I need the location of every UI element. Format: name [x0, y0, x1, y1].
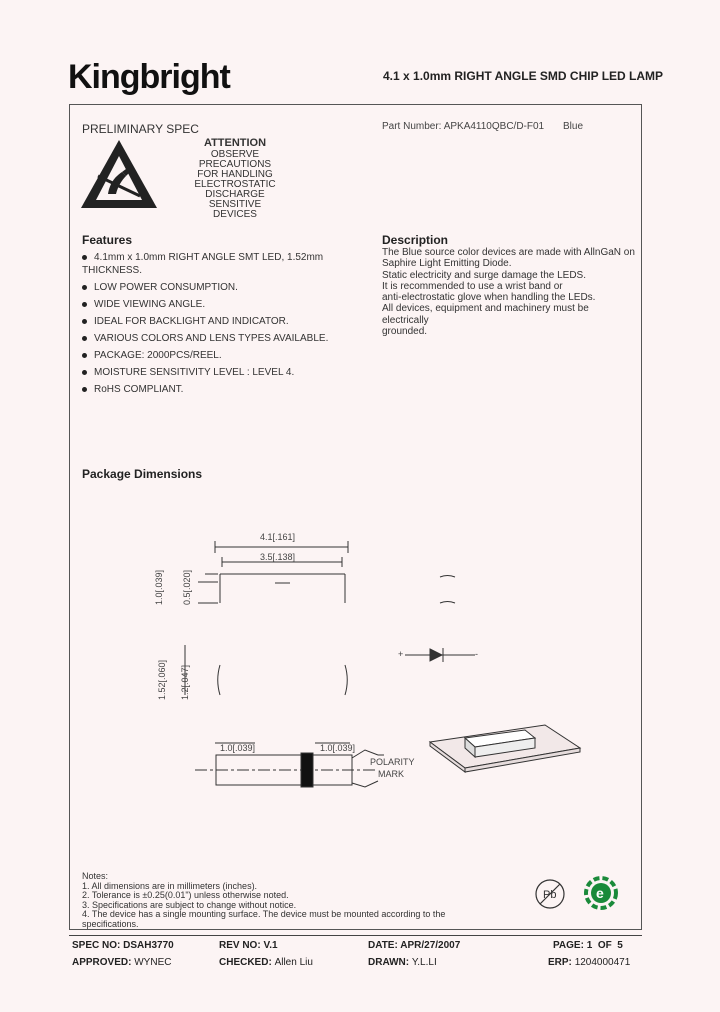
dim-h1-label: 1.0[.039] — [154, 569, 164, 605]
description-line: grounded. — [382, 326, 428, 338]
pb-free-icon — [533, 877, 567, 911]
pad-right-label: 1.0[.039] — [320, 743, 356, 753]
description-line: anti-electrostatic glove when handling the LEDs. — [382, 292, 596, 304]
note-line: 2. Tolerance is ±0.25(0.01") unless otherwise noted. — [82, 890, 289, 901]
note-line: 1. All dimensions are in millimeters (inches). — [82, 880, 258, 891]
rohs-icon-text: e — [596, 885, 604, 901]
attention-line: OBSERVE PRECAUTIONS — [198, 149, 272, 170]
description-heading: Description — [382, 233, 449, 247]
feature-item: RoHS COMPLIANT. — [82, 384, 352, 395]
description-text — [382, 247, 637, 337]
page-value: 1 OF 5 — [586, 940, 623, 951]
dim-top-label: 4.1[.161] — [260, 532, 296, 542]
rev-no-value: V.1 — [263, 940, 278, 951]
spec-no-value: DSAH3770 — [123, 940, 174, 951]
description-line: It is recommended to use a wrist band or — [382, 280, 563, 292]
note-line: 4. The device has a single mounting surface. The device must be mounted according to the specifications. — [82, 909, 446, 929]
feature-item: MOISTURE SENSITIVITY LEVEL : LEVEL 4. — [82, 367, 352, 378]
kingbright-logo: Kingbright — [68, 58, 230, 96]
polarity-label: POLARITY — [370, 757, 415, 767]
document-title: 4.1 x 1.0mm RIGHT ANGLE SMD CHIP LED LAMP — [383, 69, 664, 83]
date — [368, 940, 460, 951]
feature-item: IDEAL FOR BACKLIGHT AND INDICATOR. — [82, 316, 352, 327]
attention-block — [188, 138, 282, 220]
spec-no — [72, 940, 174, 951]
erp-value: 1204000471 — [574, 957, 631, 968]
note-line: 3. Specifications are subject to change without notice. — [82, 899, 297, 910]
checked-value: Allen Liu — [274, 957, 313, 968]
approved-value: WYNEC — [134, 957, 172, 968]
preliminary-spec-label: PRELIMINARY SPEC — [82, 122, 199, 136]
pb-icon-text: Pb — [543, 889, 557, 901]
notes-heading: Notes: — [82, 871, 109, 881]
led-3d-view — [425, 720, 585, 780]
attention-line: SENSITIVE — [208, 199, 262, 210]
attention-line: DEVICES — [213, 209, 257, 220]
feature-item: LOW POWER CONSUMPTION. — [82, 282, 352, 293]
page — [553, 940, 623, 951]
attention-line: FOR HANDLING — [197, 169, 273, 180]
rohs-icon — [582, 874, 620, 912]
feature-item: VARIOUS COLORS AND LENS TYPES AVAILABLE. — [82, 333, 352, 344]
checked — [219, 957, 313, 968]
diode-minus-label: - — [475, 649, 478, 659]
dim-side1-label: 1.52[.060] — [157, 659, 167, 700]
rev-no — [219, 940, 278, 951]
spec-no-label: SPEC NO: — [72, 940, 121, 951]
page-label: PAGE: — [553, 940, 584, 951]
drawn — [368, 957, 437, 968]
polarity-mark-label: MARK — [378, 769, 405, 779]
date-value: APR/27/2007 — [400, 940, 461, 951]
drawn-value: Y.L.LI — [411, 957, 437, 968]
date-label: DATE: — [368, 940, 398, 951]
package-dimensions-heading: Package Dimensions — [82, 467, 203, 481]
description-line: Saphire Light Emitting Diode. — [382, 258, 512, 270]
attention-title: ATTENTION — [203, 137, 267, 149]
feature-item-continued: THICKNESS. — [82, 265, 143, 276]
pad-left-label: 1.0[.039] — [220, 743, 256, 753]
features-list — [82, 252, 352, 401]
feature-item: WIDE VIEWING ANGLE. — [82, 299, 352, 310]
description-line: The Blue source color devices are made with AllnGaN on — [382, 247, 635, 258]
diode-plus-label: + — [398, 649, 404, 659]
rev-no-label: REV NO: — [219, 940, 261, 951]
attention-line: ELECTROSTATIC — [194, 179, 276, 190]
dim-side2-label: 1.2[.047] — [180, 664, 190, 700]
part-number: Part Number: APKA4110QBC/D-F01 — [382, 121, 545, 132]
approved-label: APPROVED: — [72, 957, 132, 968]
notes-block — [82, 872, 502, 930]
feature-item: PACKAGE: 2000PCS/REEL. — [82, 350, 352, 361]
attention-line: DISCHARGE — [205, 189, 265, 200]
drawn-label: DRAWN: — [368, 957, 410, 968]
footer-divider — [69, 935, 642, 936]
erp-label: ERP: — [548, 957, 572, 968]
color-label: Blue — [563, 121, 584, 132]
spec-frame — [69, 104, 642, 930]
dim-h2-label: 0.5[.020] — [182, 569, 192, 605]
dim-inner-label: 3.5[.138] — [260, 552, 296, 562]
erp — [548, 957, 630, 968]
description-line: All devices, equipment and machinery must be electrically — [382, 303, 589, 326]
description-line: Static electricity and surge damage the LEDS. — [382, 269, 586, 281]
features-heading: Features — [82, 233, 133, 247]
checked-label: CHECKED: — [219, 957, 272, 968]
esd-warning-icon — [78, 136, 160, 212]
feature-item: 4.1mm x 1.0mm RIGHT ANGLE SMT LED, 1.52mm — [82, 252, 352, 263]
approved — [72, 957, 171, 968]
